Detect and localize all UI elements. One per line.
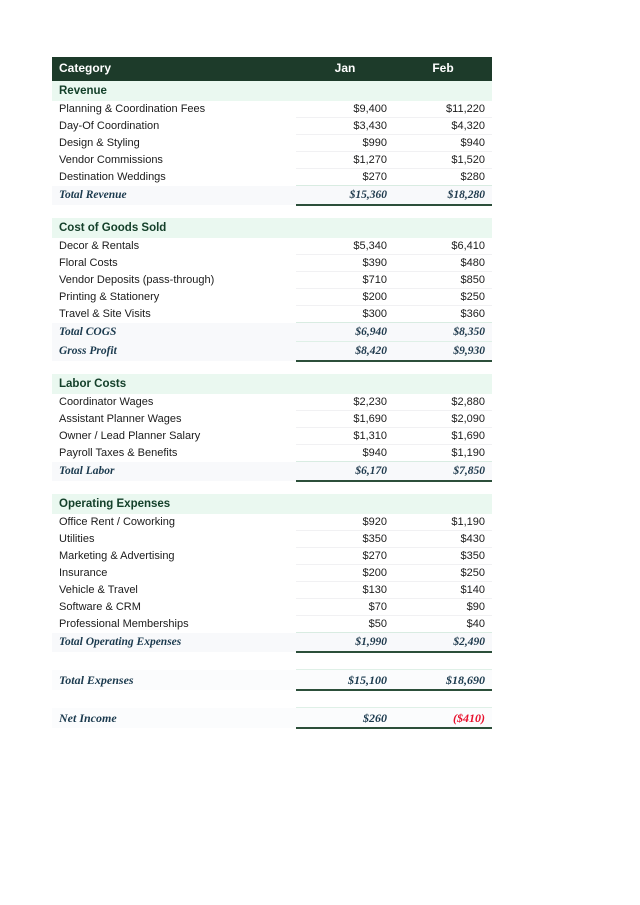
line-item-jan: $70	[296, 599, 394, 616]
line-item-row	[52, 272, 492, 289]
line-item-row	[52, 306, 492, 323]
line-item-row	[52, 548, 492, 565]
line-item-feb: $350	[394, 548, 492, 565]
subtotal-label: Total Labor	[52, 462, 296, 482]
grand-total-label: Net Income	[52, 708, 296, 729]
line-item-jan: $5,340	[296, 238, 394, 255]
section-title: Revenue	[52, 81, 296, 101]
line-item-label: Owner / Lead Planner Salary	[52, 428, 296, 445]
subtotal-row	[52, 462, 492, 482]
subtotal-jan: $6,170	[296, 462, 394, 482]
line-item-feb: $480	[394, 255, 492, 272]
subtotal-row	[52, 323, 492, 342]
line-item-feb: $1,190	[394, 445, 492, 462]
line-item-jan: $350	[296, 531, 394, 548]
line-item-feb: $430	[394, 531, 492, 548]
section-title: Operating Expenses	[52, 494, 296, 514]
line-item-jan: $50	[296, 616, 394, 633]
line-item-jan: $3,430	[296, 118, 394, 135]
line-item-feb: $360	[394, 306, 492, 323]
subtotal-row	[52, 342, 492, 362]
spacer-row	[52, 690, 492, 708]
header-category: Category	[52, 57, 296, 81]
grand-total-label: Total Expenses	[52, 670, 296, 691]
line-item-row	[52, 255, 492, 272]
line-item-jan: $200	[296, 289, 394, 306]
header-feb: Feb	[394, 57, 492, 81]
subtotal-row	[52, 633, 492, 653]
line-item-row	[52, 152, 492, 169]
section-blank-feb	[394, 494, 492, 514]
line-item-row	[52, 238, 492, 255]
line-item-row	[52, 411, 492, 428]
line-item-row	[52, 394, 492, 411]
line-item-jan: $130	[296, 582, 394, 599]
spacer-row	[52, 481, 492, 494]
line-item-feb: $250	[394, 565, 492, 582]
line-item-jan: $990	[296, 135, 394, 152]
line-item-label: Floral Costs	[52, 255, 296, 272]
grand-total-row	[52, 670, 492, 691]
line-item-row	[52, 582, 492, 599]
line-item-row	[52, 514, 492, 531]
grand-total-row	[52, 708, 492, 729]
section-header-row	[52, 494, 492, 514]
line-item-row	[52, 135, 492, 152]
line-item-row	[52, 118, 492, 135]
line-item-label: Insurance	[52, 565, 296, 582]
line-item-feb: $940	[394, 135, 492, 152]
subtotal-feb: $8,350	[394, 323, 492, 342]
line-item-label: Assistant Planner Wages	[52, 411, 296, 428]
line-item-label: Coordinator Wages	[52, 394, 296, 411]
section-blank-feb	[394, 218, 492, 238]
table-body	[52, 81, 492, 728]
line-item-feb: $1,690	[394, 428, 492, 445]
line-item-feb: $1,520	[394, 152, 492, 169]
line-item-label: Vendor Commissions	[52, 152, 296, 169]
line-item-feb: $140	[394, 582, 492, 599]
income-statement-container	[52, 57, 492, 729]
subtotal-jan: $6,940	[296, 323, 394, 342]
spacer-row	[52, 361, 492, 374]
subtotal-jan: $1,990	[296, 633, 394, 653]
line-item-label: Day-Of Coordination	[52, 118, 296, 135]
line-item-label: Destination Weddings	[52, 169, 296, 186]
line-item-label: Planning & Coordination Fees	[52, 101, 296, 118]
spacer-cell	[52, 481, 492, 494]
line-item-feb: $11,220	[394, 101, 492, 118]
spacer-row	[52, 652, 492, 670]
subtotal-feb: $18,280	[394, 186, 492, 206]
line-item-jan: $300	[296, 306, 394, 323]
line-item-jan: $1,690	[296, 411, 394, 428]
line-item-feb: $4,320	[394, 118, 492, 135]
line-item-row	[52, 428, 492, 445]
line-item-feb: $90	[394, 599, 492, 616]
subtotal-row	[52, 186, 492, 206]
line-item-feb: $40	[394, 616, 492, 633]
section-title: Cost of Goods Sold	[52, 218, 296, 238]
line-item-jan: $710	[296, 272, 394, 289]
subtotal-jan: $15,360	[296, 186, 394, 206]
table-header	[52, 57, 492, 81]
line-item-jan: $200	[296, 565, 394, 582]
line-item-row	[52, 101, 492, 118]
line-item-label: Marketing & Advertising	[52, 548, 296, 565]
line-item-jan: $270	[296, 548, 394, 565]
line-item-row	[52, 616, 492, 633]
income-statement-table	[52, 57, 492, 729]
line-item-label: Travel & Site Visits	[52, 306, 296, 323]
spacer-cell	[52, 652, 492, 670]
line-item-jan: $270	[296, 169, 394, 186]
spacer-cell	[52, 690, 492, 708]
line-item-jan: $940	[296, 445, 394, 462]
line-item-jan: $2,230	[296, 394, 394, 411]
grand-total-feb: ($410)	[394, 708, 492, 729]
line-item-label: Utilities	[52, 531, 296, 548]
section-header-row	[52, 374, 492, 394]
spacer-cell	[52, 205, 492, 218]
subtotal-feb: $2,490	[394, 633, 492, 653]
spacer-cell	[52, 361, 492, 374]
line-item-jan: $1,270	[296, 152, 394, 169]
subtotal-jan: $8,420	[296, 342, 394, 362]
subtotal-feb: $7,850	[394, 462, 492, 482]
section-blank-feb	[394, 374, 492, 394]
line-item-jan: $9,400	[296, 101, 394, 118]
line-item-row	[52, 531, 492, 548]
line-item-label: Vehicle & Travel	[52, 582, 296, 599]
line-item-label: Office Rent / Coworking	[52, 514, 296, 531]
line-item-feb: $250	[394, 289, 492, 306]
line-item-row	[52, 169, 492, 186]
section-blank-jan	[296, 494, 394, 514]
subtotal-label: Total Revenue	[52, 186, 296, 206]
line-item-label: Software & CRM	[52, 599, 296, 616]
line-item-feb: $2,090	[394, 411, 492, 428]
line-item-row	[52, 599, 492, 616]
line-item-row	[52, 289, 492, 306]
subtotal-label: Gross Profit	[52, 342, 296, 362]
section-header-row	[52, 218, 492, 238]
subtotal-label: Total COGS	[52, 323, 296, 342]
section-blank-feb	[394, 81, 492, 101]
section-blank-jan	[296, 218, 394, 238]
section-blank-jan	[296, 374, 394, 394]
line-item-label: Payroll Taxes & Benefits	[52, 445, 296, 462]
line-item-feb: $2,880	[394, 394, 492, 411]
header-row	[52, 57, 492, 81]
section-blank-jan	[296, 81, 394, 101]
line-item-jan: $390	[296, 255, 394, 272]
subtotal-feb: $9,930	[394, 342, 492, 362]
line-item-label: Design & Styling	[52, 135, 296, 152]
line-item-label: Decor & Rentals	[52, 238, 296, 255]
line-item-jan: $920	[296, 514, 394, 531]
line-item-feb: $1,190	[394, 514, 492, 531]
line-item-feb: $850	[394, 272, 492, 289]
grand-total-feb: $18,690	[394, 670, 492, 691]
line-item-label: Printing & Stationery	[52, 289, 296, 306]
section-header-row	[52, 81, 492, 101]
line-item-label: Professional Memberships	[52, 616, 296, 633]
line-item-label: Vendor Deposits (pass-through)	[52, 272, 296, 289]
line-item-row	[52, 565, 492, 582]
line-item-feb: $280	[394, 169, 492, 186]
header-jan: Jan	[296, 57, 394, 81]
subtotal-label: Total Operating Expenses	[52, 633, 296, 653]
spacer-row	[52, 205, 492, 218]
section-title: Labor Costs	[52, 374, 296, 394]
line-item-row	[52, 445, 492, 462]
line-item-jan: $1,310	[296, 428, 394, 445]
grand-total-jan: $260	[296, 708, 394, 729]
grand-total-jan: $15,100	[296, 670, 394, 691]
line-item-feb: $6,410	[394, 238, 492, 255]
